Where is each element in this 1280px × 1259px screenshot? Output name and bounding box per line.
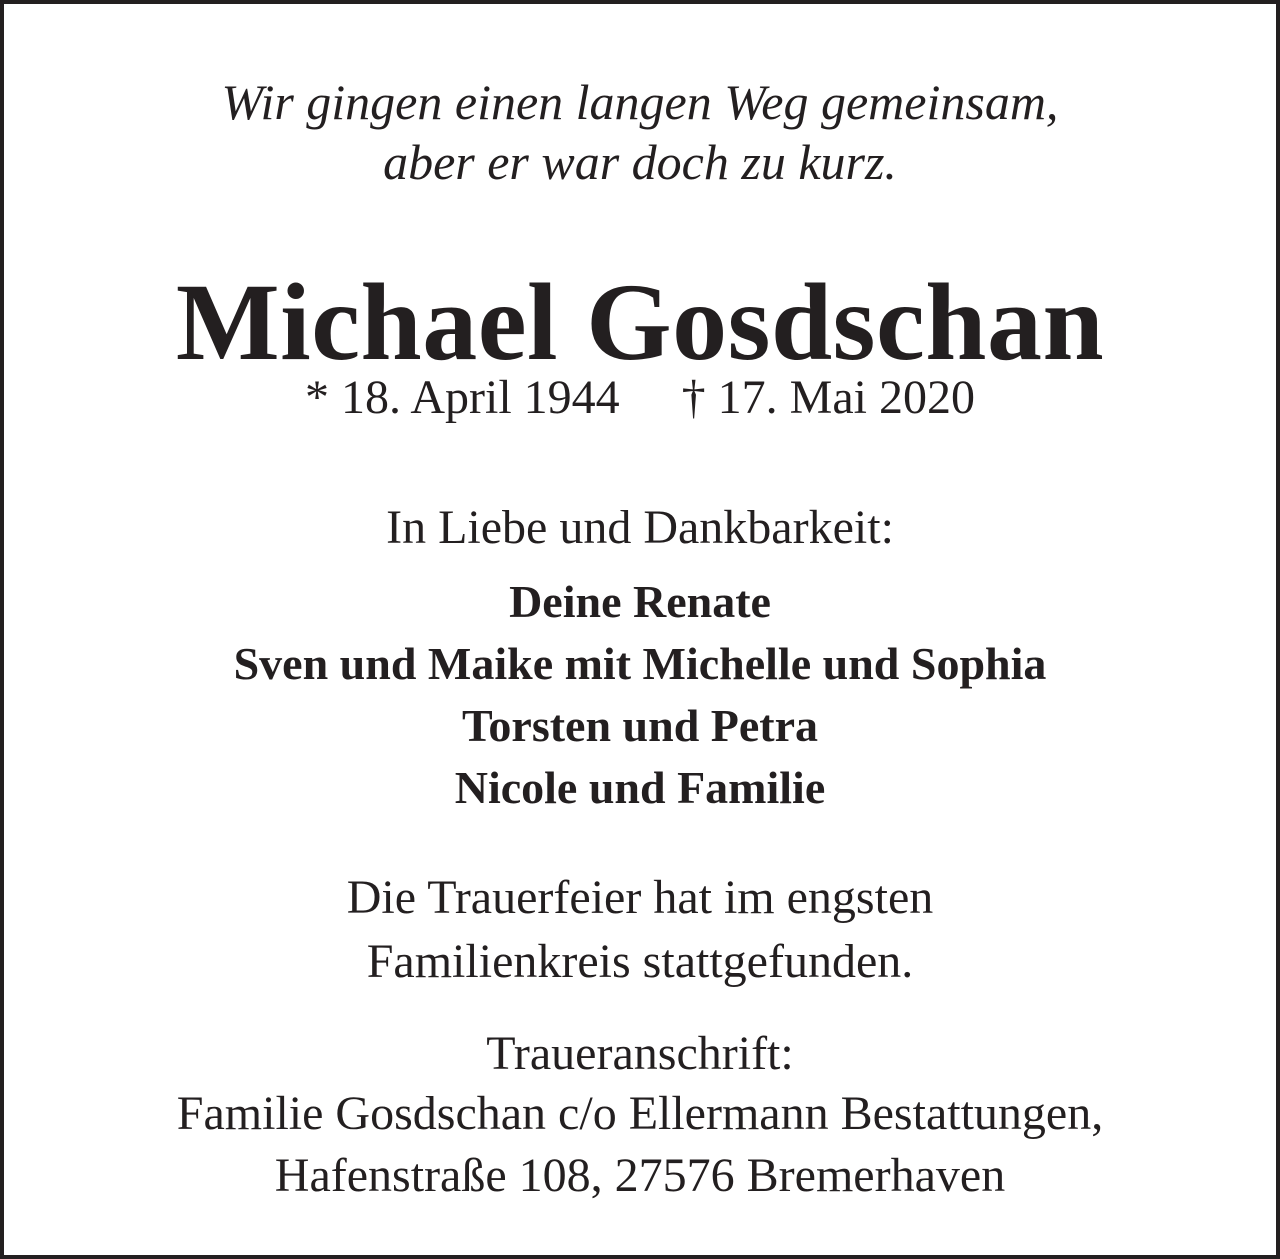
mourner-line: Deine Renate <box>509 576 771 627</box>
service-info-line-1: Die Trauerfeier hat im engsten <box>346 871 934 924</box>
mourner-line: Torsten und Petra <box>461 700 819 751</box>
address-line-1: Familie Gosdschan c/o Ellermann Bestattungen, <box>176 1087 1104 1140</box>
life-dates <box>4 368 1276 428</box>
dedication-text: In Liebe und Dankbarkeit: <box>386 501 894 554</box>
motto-line-1: Wir gingen einen langen Weg gemeinsam, <box>221 74 1059 130</box>
deceased-name: Michael Gosdschan <box>175 261 1105 383</box>
death-date: † 17. Mai 2020 <box>681 371 975 424</box>
mourner-line: Sven und Maike mit Michelle und Sophia <box>233 638 1047 689</box>
motto-line-2: aber er war doch zu kurz. <box>383 134 897 190</box>
address-line-2: Hafenstraße 108, 27576 Bremerhaven <box>274 1149 1006 1202</box>
service-info-line-2: Familienkreis stattgefunden. <box>366 935 914 988</box>
mourner-line: Nicole und Familie <box>454 762 826 813</box>
address-heading: Traueranschrift: <box>486 1027 794 1080</box>
birth-date: * 18. April 1944 <box>305 371 620 424</box>
